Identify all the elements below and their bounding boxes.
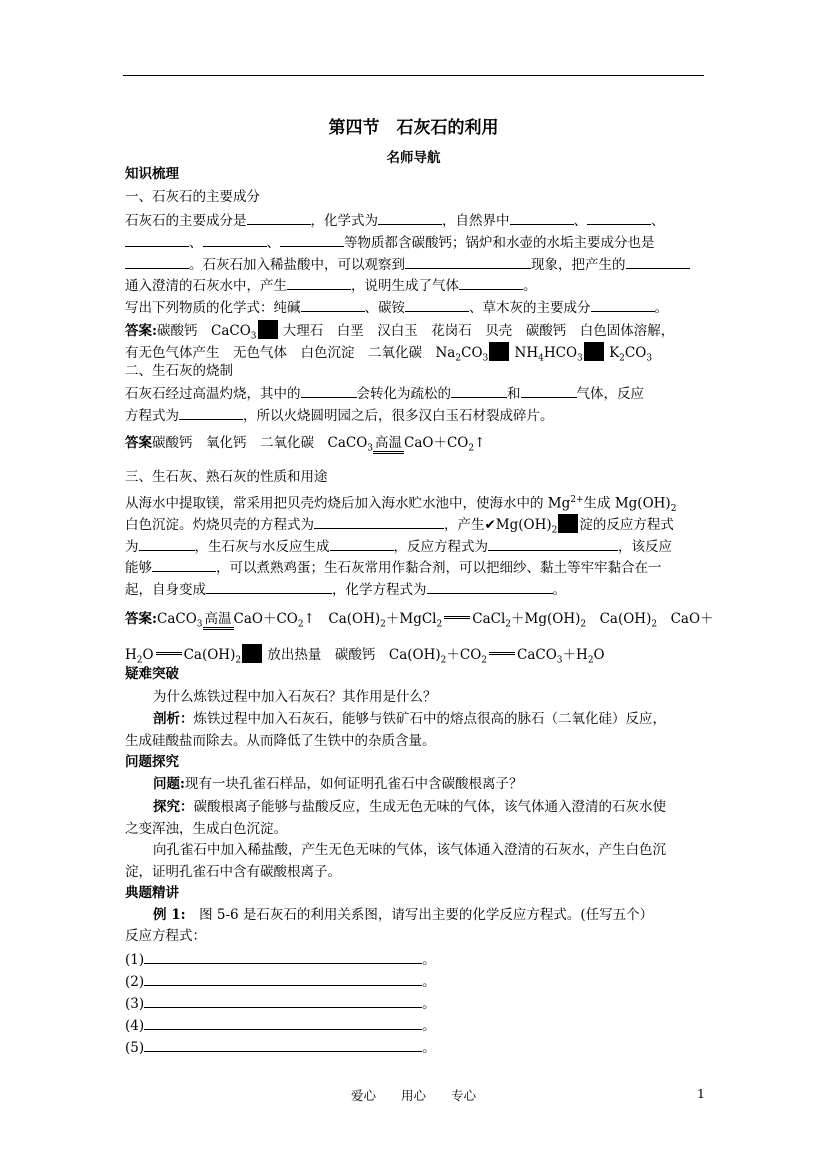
question-text: 为什么炼铁过程中加入石灰石？其作用是什么？	[153, 689, 437, 705]
analysis-text: 剖析：炼铁过程中加入石灰石，能够与铁矿石中的熔点很高的脉石（二氧化硅）反应，	[153, 711, 666, 727]
question-text: 问题:现有一块孔雀石样品，如何证明孔雀石中含碳酸根离子？	[153, 776, 523, 792]
page-number: 1	[697, 1086, 705, 1101]
text-line: 。石灰石加入稀盐酸中，可以观察到 现象，把产生的	[125, 255, 690, 274]
analysis-text: 生成硅酸盐而除去。从而降低了生铁中的杂质含量。	[125, 733, 436, 749]
explore-text: 淀，证明孔雀石中含有碳酸根离子。	[125, 864, 341, 880]
text-line: 能够 ，可以煮熟鸡蛋；生石灰常用作黏合剂，可以把细纱、黏土等牢牢黏合在一	[125, 560, 662, 576]
explore-text: 向孔雀石中加入稀盐酸，产生无色无味的气体，该气体通入澄清的石灰水，产生白色沉	[153, 842, 666, 858]
answer-line: 答案碳酸钙 氧化钙 二氧化碳 CaCO$_3$ 高温 $CaO+CO_2↑$	[125, 435, 486, 454]
section-heading: 一、石灰石的主要成分	[125, 189, 260, 205]
answer-line: 有无色气体产生 无色气体 白色沉淀 二氧化碳 $Na_2CO_3$ $NH_4HCO_3$ $K_2CO_3$	[125, 342, 652, 368]
section-heading: 问题探究	[125, 754, 179, 770]
redaction-block	[258, 320, 278, 339]
explore-text: 探究：碳酸根离子能够与盐酸反应，生成无色无味的气体，该气体通入澄清的石灰水使	[153, 799, 666, 815]
redaction-block	[558, 514, 578, 533]
text-line: 通入澄清的石灰水中，产生 ，说明生成了气体 。	[125, 278, 537, 294]
answer-blank: (1) 。	[125, 952, 436, 968]
example-text: 反应方程式：	[125, 928, 206, 944]
example-text: 例 1: 图 5-6 是石灰石的利用关系图，请写出主要的化学反应方程式。(任写五个）	[153, 907, 654, 923]
section-heading: 三、生石灰、熟石灰的性质和用途	[125, 469, 328, 485]
page-title: 第四节 石灰石的利用	[328, 118, 499, 138]
text-line: 石灰石经过高温灼烧，其中的 会转化为疏松的 和 气体，反应	[125, 386, 644, 402]
redaction-block	[242, 644, 262, 663]
answer-line: 答案:碳酸钙 CaCO$_3$ 大理石 白垩 汉白玉 花岗石 贝壳 碳酸钙 白色固体溶解，	[125, 320, 674, 346]
answer-blank: (4) 。	[125, 1018, 436, 1034]
header-rule	[123, 75, 704, 76]
section-heading: 典题精讲	[125, 885, 179, 901]
section-heading: 疑难突破	[125, 666, 179, 682]
text-line: 从海水中提取镁，常采用把贝壳灼烧后加入海水贮水池中，使海水中的 $Mg^{2+}$生成 $Mg(OH)_2$	[125, 495, 677, 515]
answer-blank: (5) 。	[125, 1040, 436, 1056]
section-heading: 知识梳理	[125, 166, 179, 182]
answer-blank: (2) 。	[125, 974, 436, 990]
text-line: 白色沉淀。灼烧贝壳的方程式为 ，产生$✔Mg(OH)_2$ 淀的反应方程式	[125, 514, 674, 540]
page-subtitle: 名师导航	[386, 150, 441, 166]
text-line: 为 ，生石灰与水反应生成 ，反应方程式为 ，该反应	[125, 539, 672, 555]
text-line: 写出下列物质的化学式：纯碱 、碳铵 、草木灰的主要成分 。	[125, 300, 668, 316]
text-line: 、 、 等物质都含碳酸钙；锅炉和水壶的水垢主要成分也是	[125, 233, 655, 252]
answer-line: 答案:CaCO$_3$ 高温 $CaO+CO_2↑$ $Ca(OH)_2+MgCl_2$ $CaCl_2+Mg(OH)_2$ $Ca(OH)_2$ CaO＋	[125, 611, 714, 630]
redaction-block	[584, 342, 604, 361]
answer-line: $H_2O$ $Ca(OH)_2$ 放出热量 碳酸钙 $Ca(OH)_2+CO_2$ $CaCO_3+H_2O$	[125, 644, 605, 670]
text-line: 石灰石的主要成分是 ，化学式为 ，自然界中 、 、	[125, 213, 665, 229]
answer-blank: (3) 。	[125, 996, 436, 1012]
text-line: 方程式为 ，所以火烧圆明园之后，很多汉白玉石材裂成碎片。	[125, 408, 554, 424]
section-heading: 二、生石灰的烧制	[125, 363, 233, 379]
page-footer: 爱心 用心 专心	[350, 1088, 476, 1103]
text-line: 起，自身变成 ，化学方程式为 。	[125, 582, 566, 598]
redaction-block	[489, 342, 509, 361]
explore-text: 之变浑浊，生成白色沉淀。	[125, 821, 287, 837]
